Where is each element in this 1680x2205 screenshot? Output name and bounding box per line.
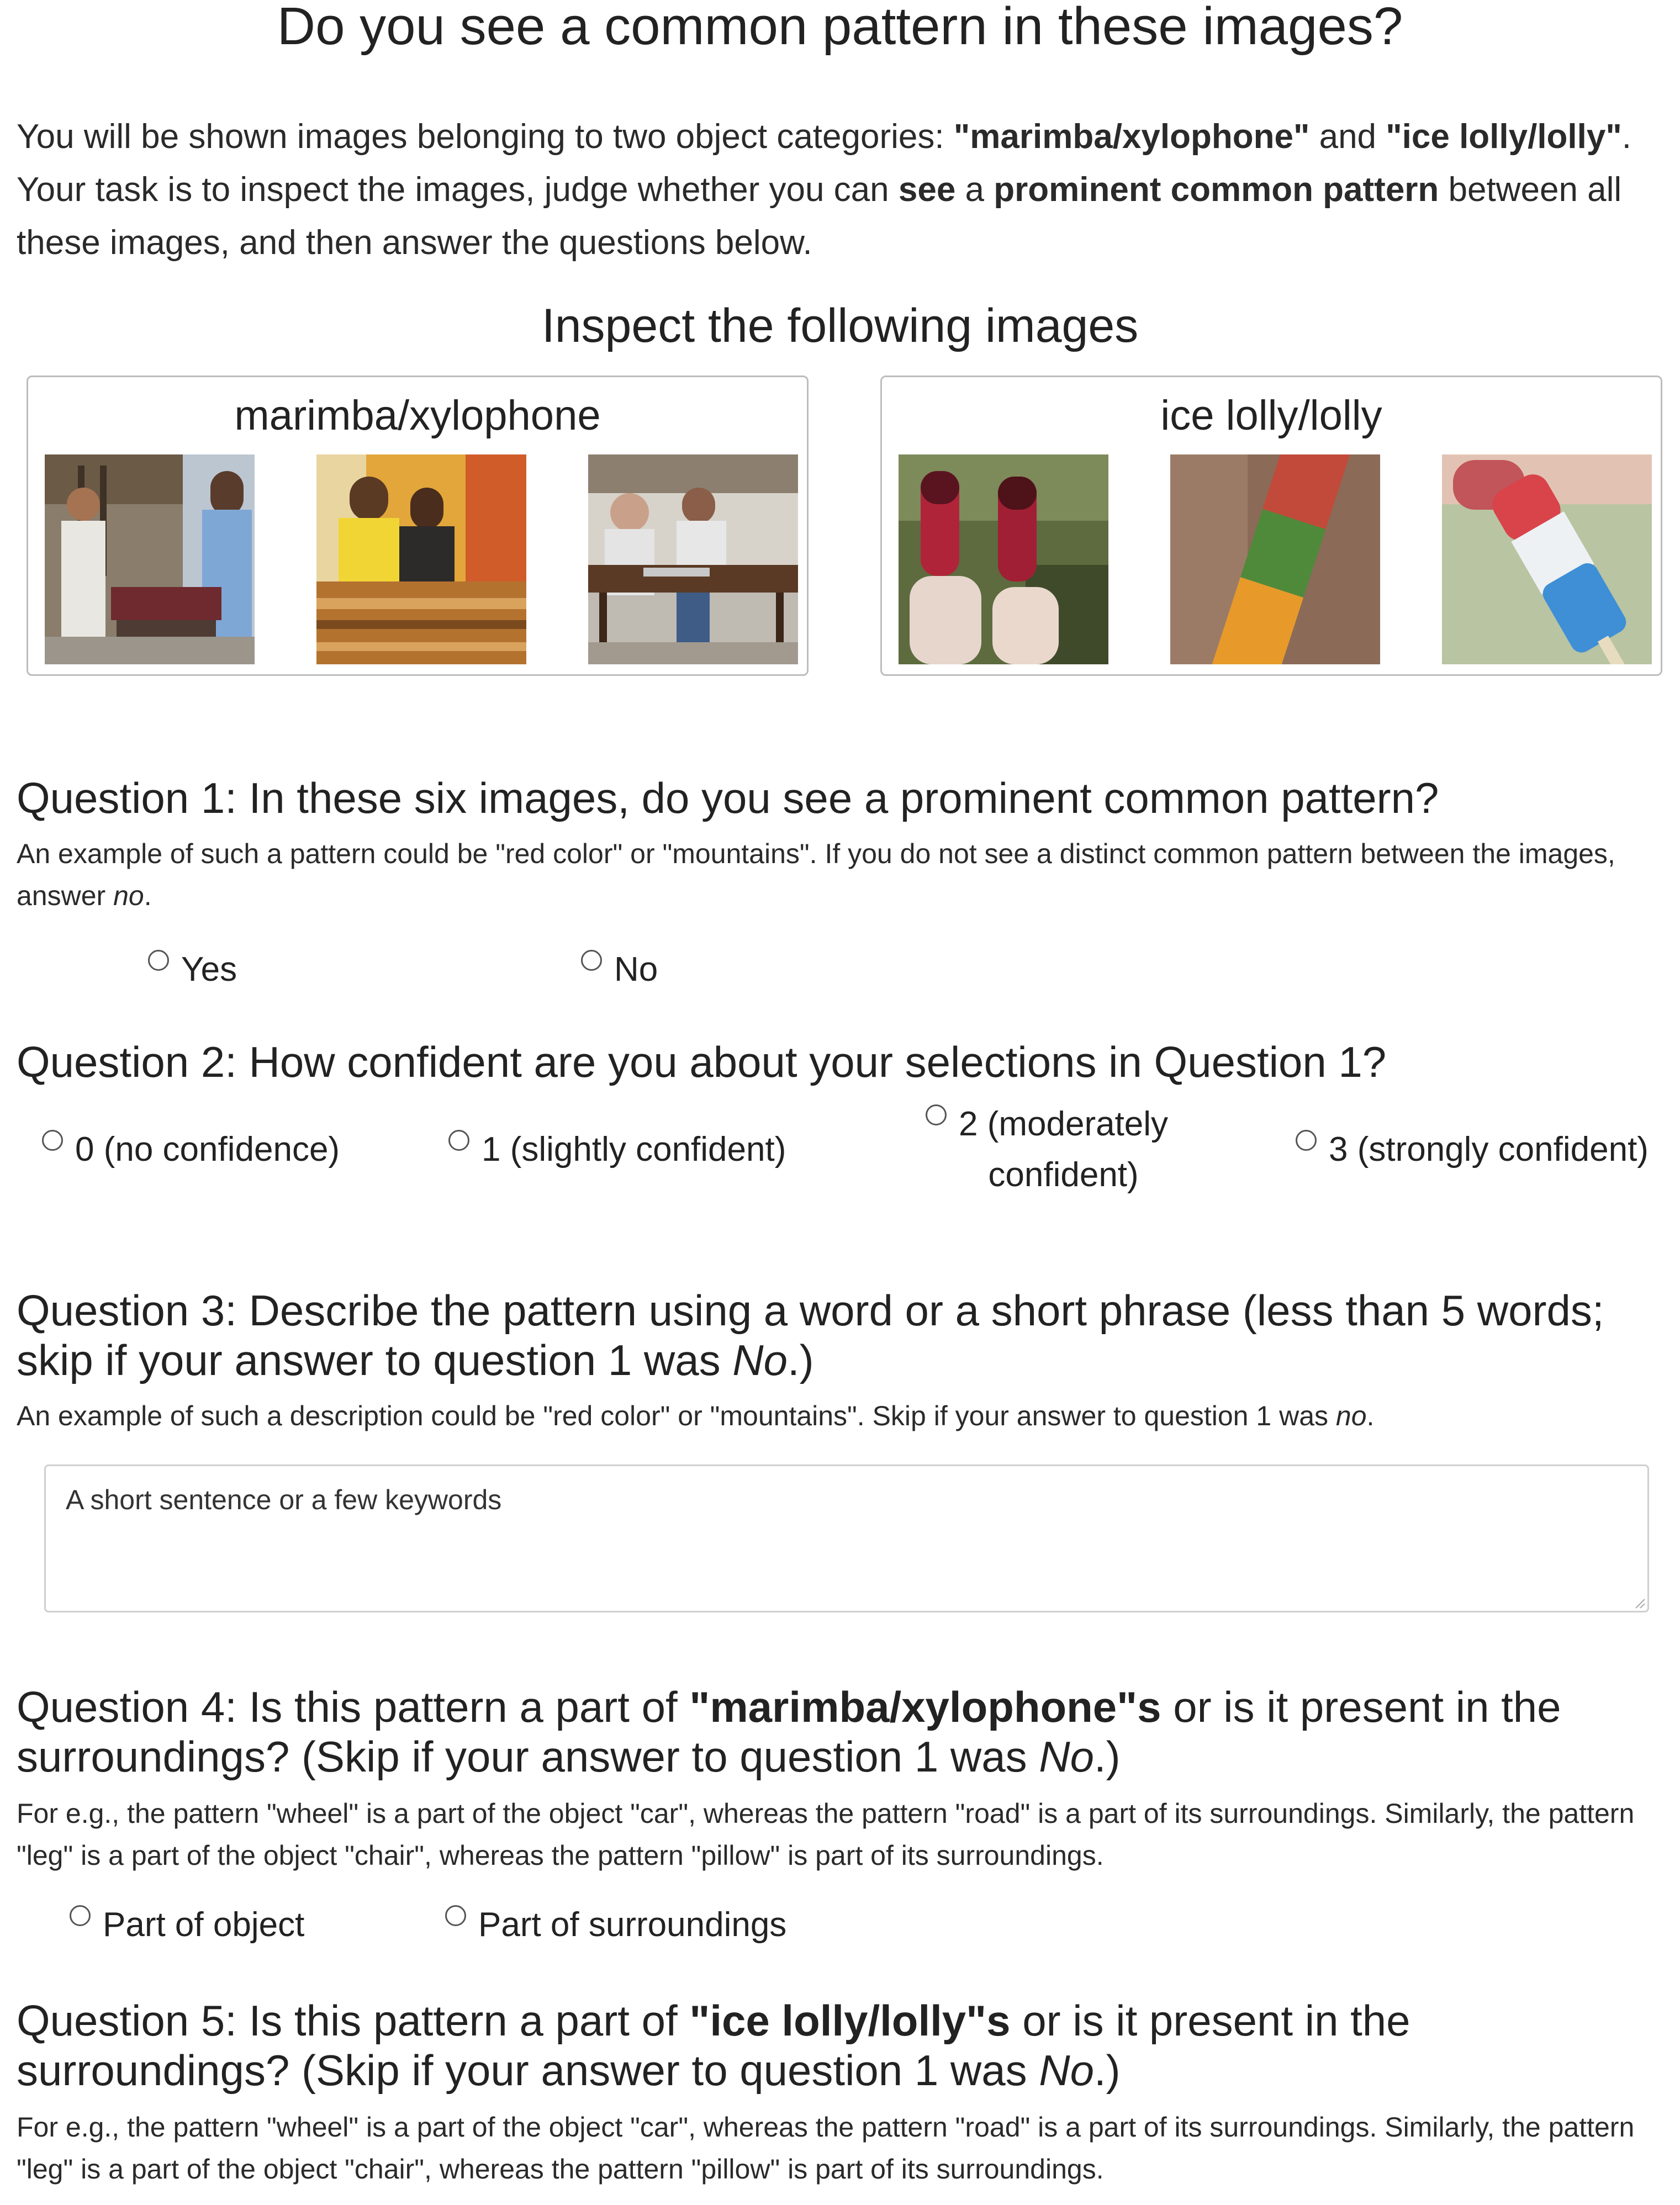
- lolly-image-3-graphic: [1442, 454, 1652, 664]
- question-4-heading: [17, 1682, 1561, 1781]
- q4-heading-text-a: Question 4: Is this pattern a part of: [17, 1683, 690, 1731]
- question-5-description: [17, 2106, 1668, 2190]
- radio-button-q2-3[interactable]: [1296, 1130, 1317, 1151]
- intro-text-a: a: [955, 171, 994, 209]
- q5-desc-line-1: For e.g., the pattern "wheel" is a part of the object "car", whereas the pattern "road" is a part of its surroundings. Similarly, the pattern: [17, 2112, 1635, 2143]
- q4-heading-line-1: [17, 1682, 1561, 1732]
- radio-button-q4-object[interactable]: [70, 1905, 91, 1926]
- intro-text-1: You will be shown images belonging to two object categories:: [17, 118, 954, 156]
- question-4-description: [17, 1792, 1668, 1876]
- q3-heading-line-2: [17, 1335, 1604, 1385]
- q3-heading-line-2-text: skip if your answer to question 1 was: [17, 1336, 733, 1384]
- q2-option-0[interactable]: [42, 1124, 340, 1175]
- question-1-heading: Question 1: In these six images, do you see a prominent common pattern?: [17, 774, 1439, 822]
- q2-option-2-label-line-2: confident): [988, 1156, 1139, 1194]
- intro-prominent: prominent common pattern: [994, 171, 1439, 209]
- q4-desc-line-2: "leg" is a part of the object "chair", whereas the pattern "pillow" is part of its surroundings.: [17, 1840, 1104, 1871]
- q3-heading-no: No: [732, 1336, 788, 1384]
- q2-option-2[interactable]: [926, 1099, 1168, 1201]
- intro-see: see: [898, 171, 956, 209]
- marimba-image-1-graphic: [45, 454, 255, 664]
- radio-button-q2-2[interactable]: [926, 1104, 947, 1125]
- q2-option-1-label: 1 (slightly confident): [482, 1130, 786, 1168]
- q5-heading-end: .): [1094, 2046, 1121, 2095]
- q3-desc-a: An example of such a description could be "red color" or "mountains". Skip if your answer to question 1 was: [17, 1400, 1336, 1431]
- q2-option-1[interactable]: [448, 1124, 786, 1175]
- marimba-image-2-graphic: [316, 454, 526, 664]
- q1-desc-b: .: [144, 880, 152, 911]
- q5-heading-line-2: [17, 2045, 1410, 2095]
- q3-heading-end: .): [788, 1336, 814, 1384]
- q4-heading-no: No: [1039, 1732, 1094, 1781]
- q5-heading-no: No: [1039, 2046, 1094, 2095]
- lolly-image-2: [1170, 454, 1380, 664]
- radio-button-q1-no[interactable]: [581, 950, 602, 971]
- q4-option-object[interactable]: [70, 1900, 304, 1950]
- marimba-image-3: [588, 454, 798, 664]
- q4-heading-category: "marimba/xylophone"s: [689, 1683, 1161, 1731]
- q3-heading-line-1: Question 3: Describe the pattern using a word or a short phrase (less than 5 words;: [17, 1286, 1604, 1335]
- q5-heading-line-1: [17, 1996, 1410, 2045]
- q2-option-0-label: 0 (no confidence): [75, 1130, 340, 1168]
- q2-option-2-label: [959, 1099, 1168, 1201]
- panel-title-lolly: ice lolly/lolly: [1160, 392, 1382, 439]
- category-panel-marimba: [27, 376, 809, 676]
- q2-option-3-label: 3 (strongly confident): [1329, 1130, 1649, 1168]
- q1-desc-no: no: [113, 880, 144, 911]
- intro-text-3: between all these images, and then answer the questions below.: [17, 171, 1622, 262]
- pattern-description-input[interactable]: [44, 1464, 1649, 1612]
- q4-option-surroundings[interactable]: [445, 1900, 786, 1950]
- lolly-image-1-graphic: [899, 454, 1108, 664]
- q2-option-3[interactable]: [1296, 1124, 1649, 1175]
- q4-heading-text-b: or is it present in the: [1161, 1683, 1561, 1731]
- marimba-image-1: [45, 454, 255, 664]
- radio-button-q2-1[interactable]: [448, 1130, 469, 1151]
- question-3-heading: [17, 1286, 1604, 1385]
- radio-button-q4-surroundings[interactable]: [445, 1905, 466, 1926]
- q1-desc-a: An example of such a pattern could be "red color" or "mountains". If you do not see a distinct common pattern between the images, answer: [17, 838, 1615, 911]
- lolly-image-1: [899, 454, 1108, 664]
- intro-text-2: . Your task is to inspect the images, judge whether you can: [17, 118, 1631, 209]
- panel-title-marimba: marimba/xylophone: [234, 392, 601, 439]
- q3-desc-b: .: [1366, 1400, 1375, 1431]
- lolly-image-3: [1442, 454, 1652, 664]
- question-1-description: [17, 833, 1668, 917]
- q4-heading-end: .): [1094, 1732, 1121, 1781]
- marimba-image-2: [316, 454, 526, 664]
- resize-grip-icon[interactable]: [1634, 1597, 1646, 1609]
- q5-heading-text-c: surroundings? (Skip if your answer to question 1 was: [17, 2046, 1039, 2095]
- intro-category-b: "ice lolly/lolly": [1386, 118, 1622, 156]
- question-5-heading: [17, 1996, 1410, 2095]
- intro-paragraph: [17, 110, 1668, 269]
- intro-text-and: and: [1309, 118, 1386, 156]
- q5-desc-line-2: "leg" is a part of the object "chair", whereas the pattern "pillow" is part of its surroundings.: [17, 2154, 1104, 2185]
- question-3-description: [17, 1395, 1668, 1437]
- q4-option-surroundings-label: Part of surroundings: [478, 1906, 787, 1944]
- q4-option-object-label: Part of object: [103, 1906, 305, 1944]
- q1-option-no-label: No: [614, 950, 658, 988]
- marimba-image-3-graphic: [588, 454, 798, 664]
- q4-heading-line-2: [17, 1732, 1561, 1781]
- inspect-heading: Inspect the following images: [541, 299, 1139, 352]
- q4-desc-line-1: For e.g., the pattern "wheel" is a part of the object "car", whereas the pattern "road" is a part of its surroundings. Similarly, the pattern: [17, 1798, 1635, 1829]
- radio-button-q1-yes[interactable]: [148, 950, 169, 971]
- q4-heading-text-c: surroundings? (Skip if your answer to question 1 was: [17, 1732, 1039, 1781]
- page-title: Do you see a common pattern in these images?: [277, 0, 1403, 56]
- intro-category-a: "marimba/xylophone": [953, 118, 1310, 156]
- q2-option-2-label-line-1: 2 (moderately: [959, 1105, 1169, 1143]
- q3-desc-no: no: [1335, 1400, 1367, 1431]
- category-panel-lolly: [880, 376, 1662, 676]
- q1-option-yes[interactable]: [148, 944, 237, 995]
- question-2-heading: Question 2: How confident are you about your selections in Question 1?: [17, 1038, 1387, 1086]
- lolly-image-2-graphic: [1170, 454, 1380, 664]
- q5-heading-category: "ice lolly/lolly"s: [689, 1996, 1011, 2045]
- q1-option-no[interactable]: [581, 944, 658, 995]
- q1-option-yes-label: Yes: [181, 950, 237, 988]
- q5-heading-text-a: Question 5: Is this pattern a part of: [17, 1996, 690, 2045]
- q5-heading-text-b: or is it present in the: [1010, 1996, 1410, 2045]
- radio-button-q2-0[interactable]: [42, 1130, 63, 1151]
